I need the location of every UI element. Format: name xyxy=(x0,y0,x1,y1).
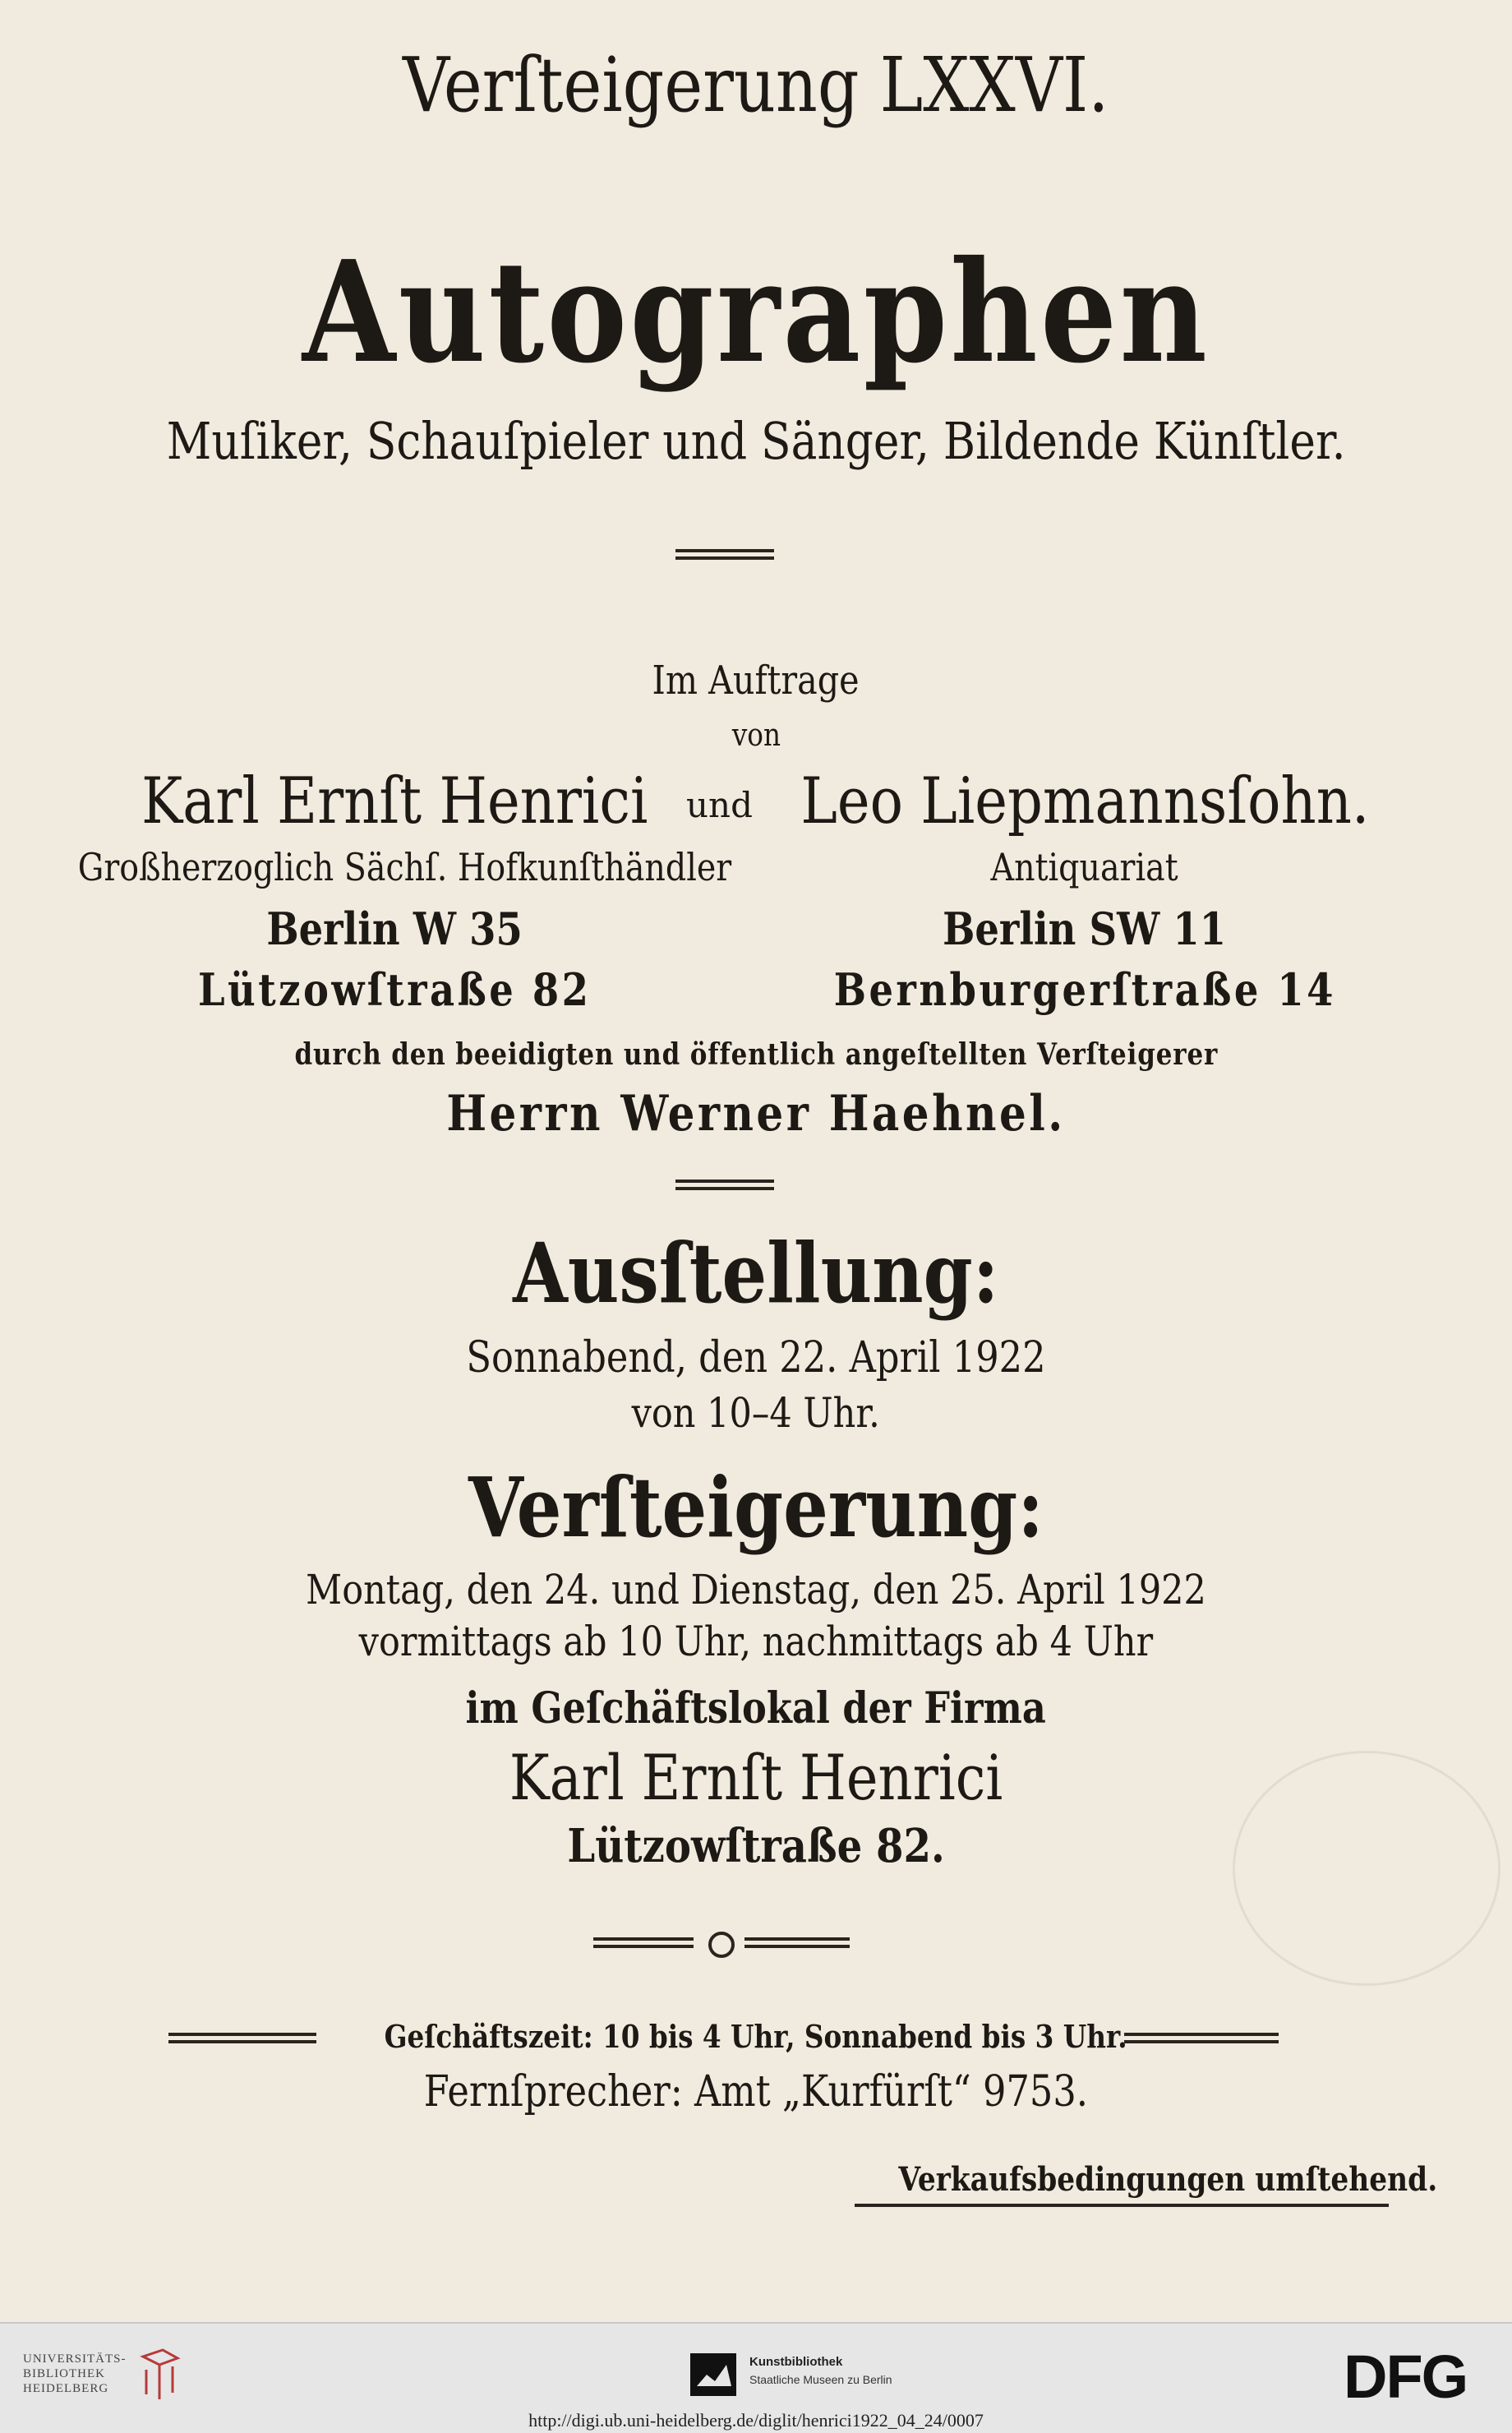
divider xyxy=(675,549,774,560)
ornament-rule-right xyxy=(744,1937,850,1948)
left-dealer-street: Lützowſtraße 82 xyxy=(197,963,592,1016)
kunstbibliothek-title: Kunstbibliothek xyxy=(749,2355,843,2369)
document-subtitle: Muſiker, Schauſpieler und Sänger, Bildende Künſtler. xyxy=(166,411,1346,471)
auction-number: Verſteigerung LXXVI. xyxy=(403,41,1109,129)
venue-intro: im Geſchäftslokal der Firma xyxy=(465,1683,1047,1734)
right-dealer-role: Antiquariat xyxy=(990,845,1179,889)
auctioneer-name: Herrn Werner Haehnel. xyxy=(446,1085,1066,1143)
ornament-rule-left xyxy=(593,1937,694,1948)
library-name: UNIVERSITÄTS- BIBLIOTHEK HEIDELBERG xyxy=(23,2352,127,2395)
right-dealer-name: Leo Liepmannsſohn. xyxy=(800,764,1369,838)
left-dealer-name: Karl Ernſt Henrici xyxy=(141,764,648,838)
ornament-circle xyxy=(708,1932,735,1958)
kunstbibliothek-logo-icon xyxy=(690,2353,736,2396)
exhibition-time: von 10–4 Uhr. xyxy=(631,1389,881,1437)
auction-heading: Verſteigerung: xyxy=(468,1459,1044,1556)
venue-name: Karl Ernſt Henrici xyxy=(509,1741,1003,1814)
exhibition-date: Sonnabend, den 22. April 1922 xyxy=(466,1333,1046,1383)
divider xyxy=(675,1180,774,1190)
venue-street: Lützowſtraße 82. xyxy=(567,1819,945,1873)
source-url[interactable]: http://digi.ub.uni-heidelberg.de/diglit/henrici1922_04_24/0007 xyxy=(528,2410,984,2431)
auctioneer-intro: durch den beeidigten und öffentlich angeſtellten Verſteigerer xyxy=(294,1037,1218,1072)
phone-number: Fernſprecher: Amt „Kurfürſt“ 9753. xyxy=(423,2067,1089,2117)
left-dealer-city: Berlin W 35 xyxy=(266,903,523,955)
dfg-logo: DFG xyxy=(1344,2343,1468,2411)
terms-note: Verkaufsbedingungen umſtehend. xyxy=(855,2160,1389,2207)
kunstbibliothek-subtitle: Staatliche Museen zu Berlin xyxy=(749,2373,892,2386)
commission-label: Im Auftrage xyxy=(652,658,860,704)
auction-dates: Montag, den 24. und Dienstag, den 25. April 1922 xyxy=(306,1566,1206,1614)
rule-right xyxy=(1124,2033,1279,2043)
und-label: und xyxy=(686,785,753,825)
library-logo-icon xyxy=(138,2347,182,2404)
document-title: Autographen xyxy=(302,230,1210,395)
footer-bar xyxy=(0,2322,1512,2433)
exhibition-heading: Ausſtellung: xyxy=(513,1225,999,1322)
faint-stamp xyxy=(1233,1751,1500,1986)
left-dealer-role: Großherzoglich Sächſ. Hofkunſthändler xyxy=(77,845,732,889)
right-dealer-street: Bernburgerſtraße 14 xyxy=(833,963,1336,1016)
business-hours: Geſchäftszeit: 10 bis 4 Uhr, Sonnabend bis 3 Uhr. xyxy=(384,2018,1128,2055)
von-label: von xyxy=(731,717,781,753)
auction-times: vormittags ab 10 Uhr, nachmittags ab 4 Uhr xyxy=(358,1618,1154,1665)
right-dealer-city: Berlin SW 11 xyxy=(943,903,1227,955)
